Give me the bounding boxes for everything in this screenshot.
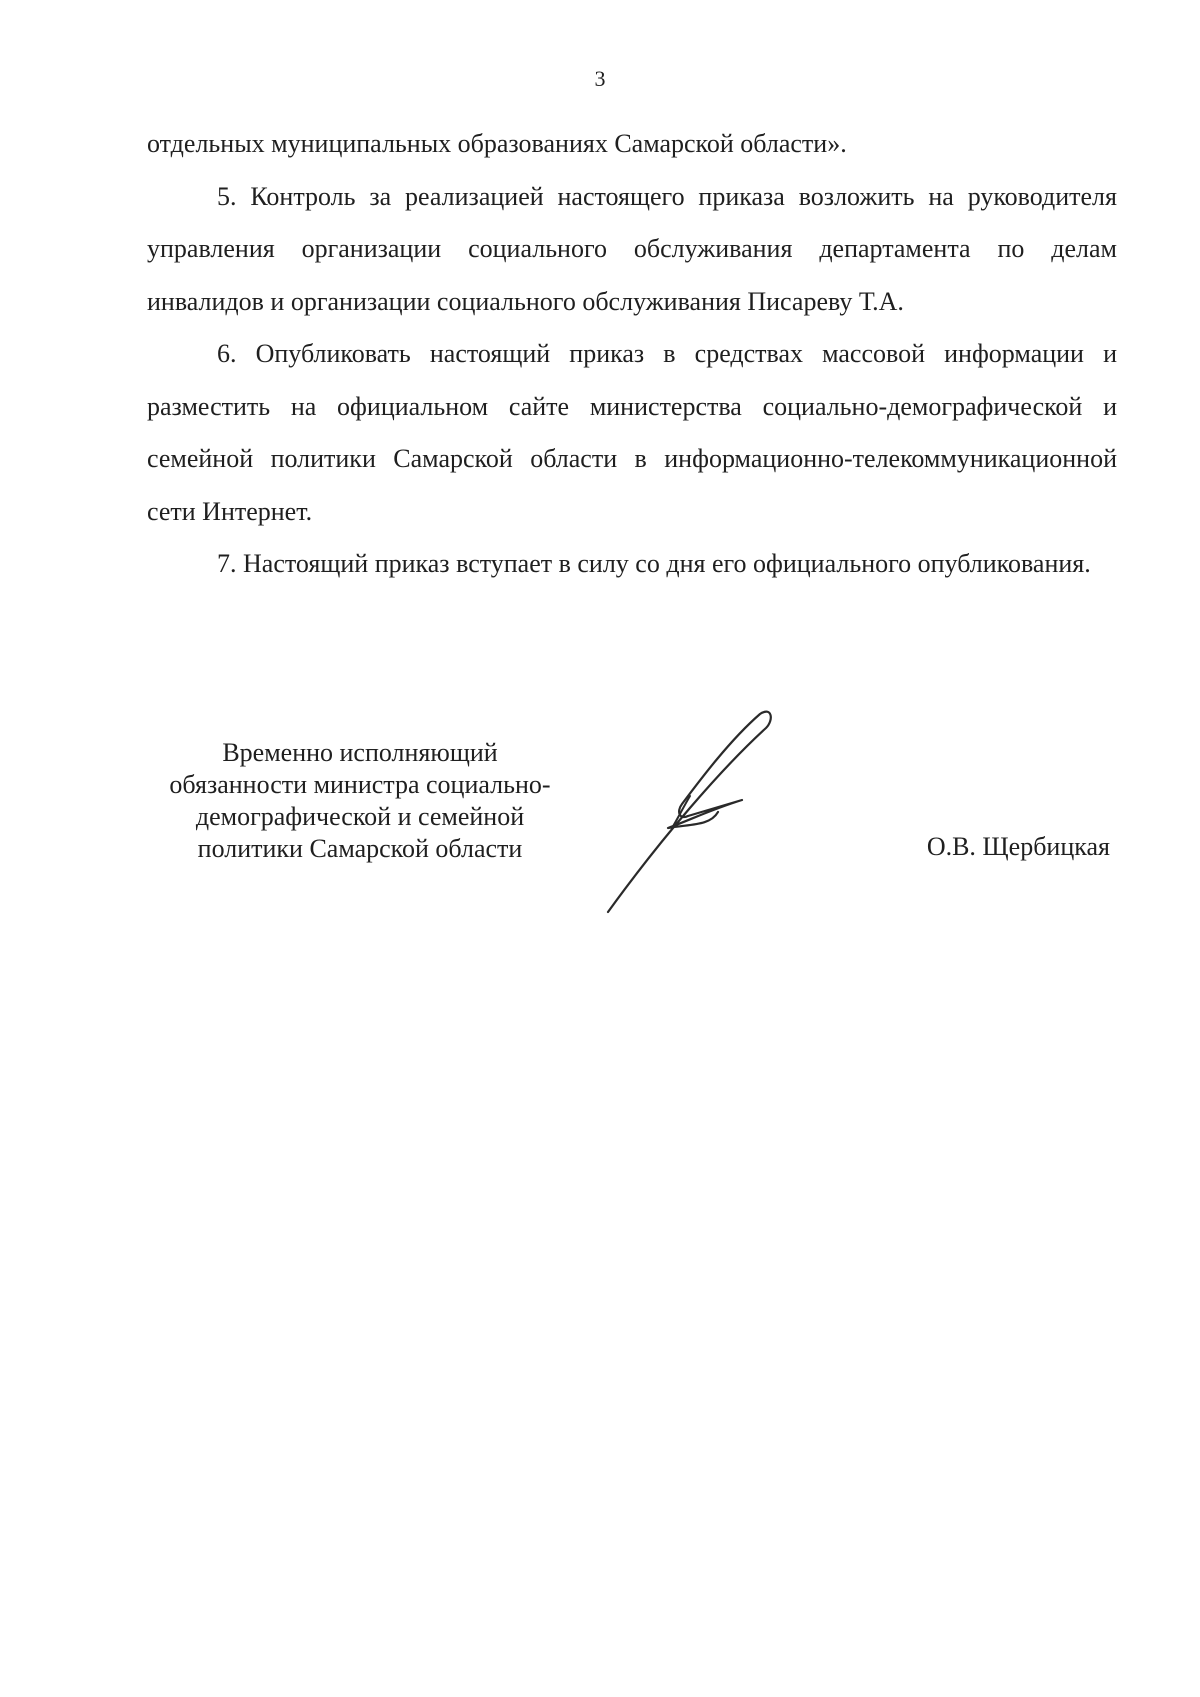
- document-body: [147, 118, 1117, 591]
- signatory-title-line: политики Самарской области: [197, 834, 523, 863]
- paragraph-item-7: 7. Настоящий приказ вступает в силу со дня его официального опубликования.: [217, 549, 1091, 578]
- signer-name: О.В. Щербицкая: [926, 832, 1110, 861]
- paragraph-item-6: 6. Опубликовать настоящий приказ в средствах массовой информации и разместить на официальном сайте министерства социально-демографической и семейной политики Самарской области в информационно-телекоммуникационной сети Интернет.: [147, 339, 1117, 526]
- signatory-title-line: демографической и семейной: [195, 802, 525, 831]
- signatory-title: [130, 737, 590, 865]
- paragraph-item-5: 5. Контроль за реализацией настоящего приказа возложить на руководителя управления организации социального обслуживания департамента по делам инвалидов и организации социального обслуживания Писареву Т.А.: [147, 181, 1117, 316]
- signature-icon: [600, 700, 840, 920]
- page-number: 3: [594, 66, 606, 91]
- paragraph-continuation: отдельных муниципальных образованиях Самарской области».: [147, 129, 847, 158]
- signatory-title-line: Временно исполняющий: [222, 738, 498, 767]
- signatory-title-line: обязанности министра социально-: [169, 770, 551, 799]
